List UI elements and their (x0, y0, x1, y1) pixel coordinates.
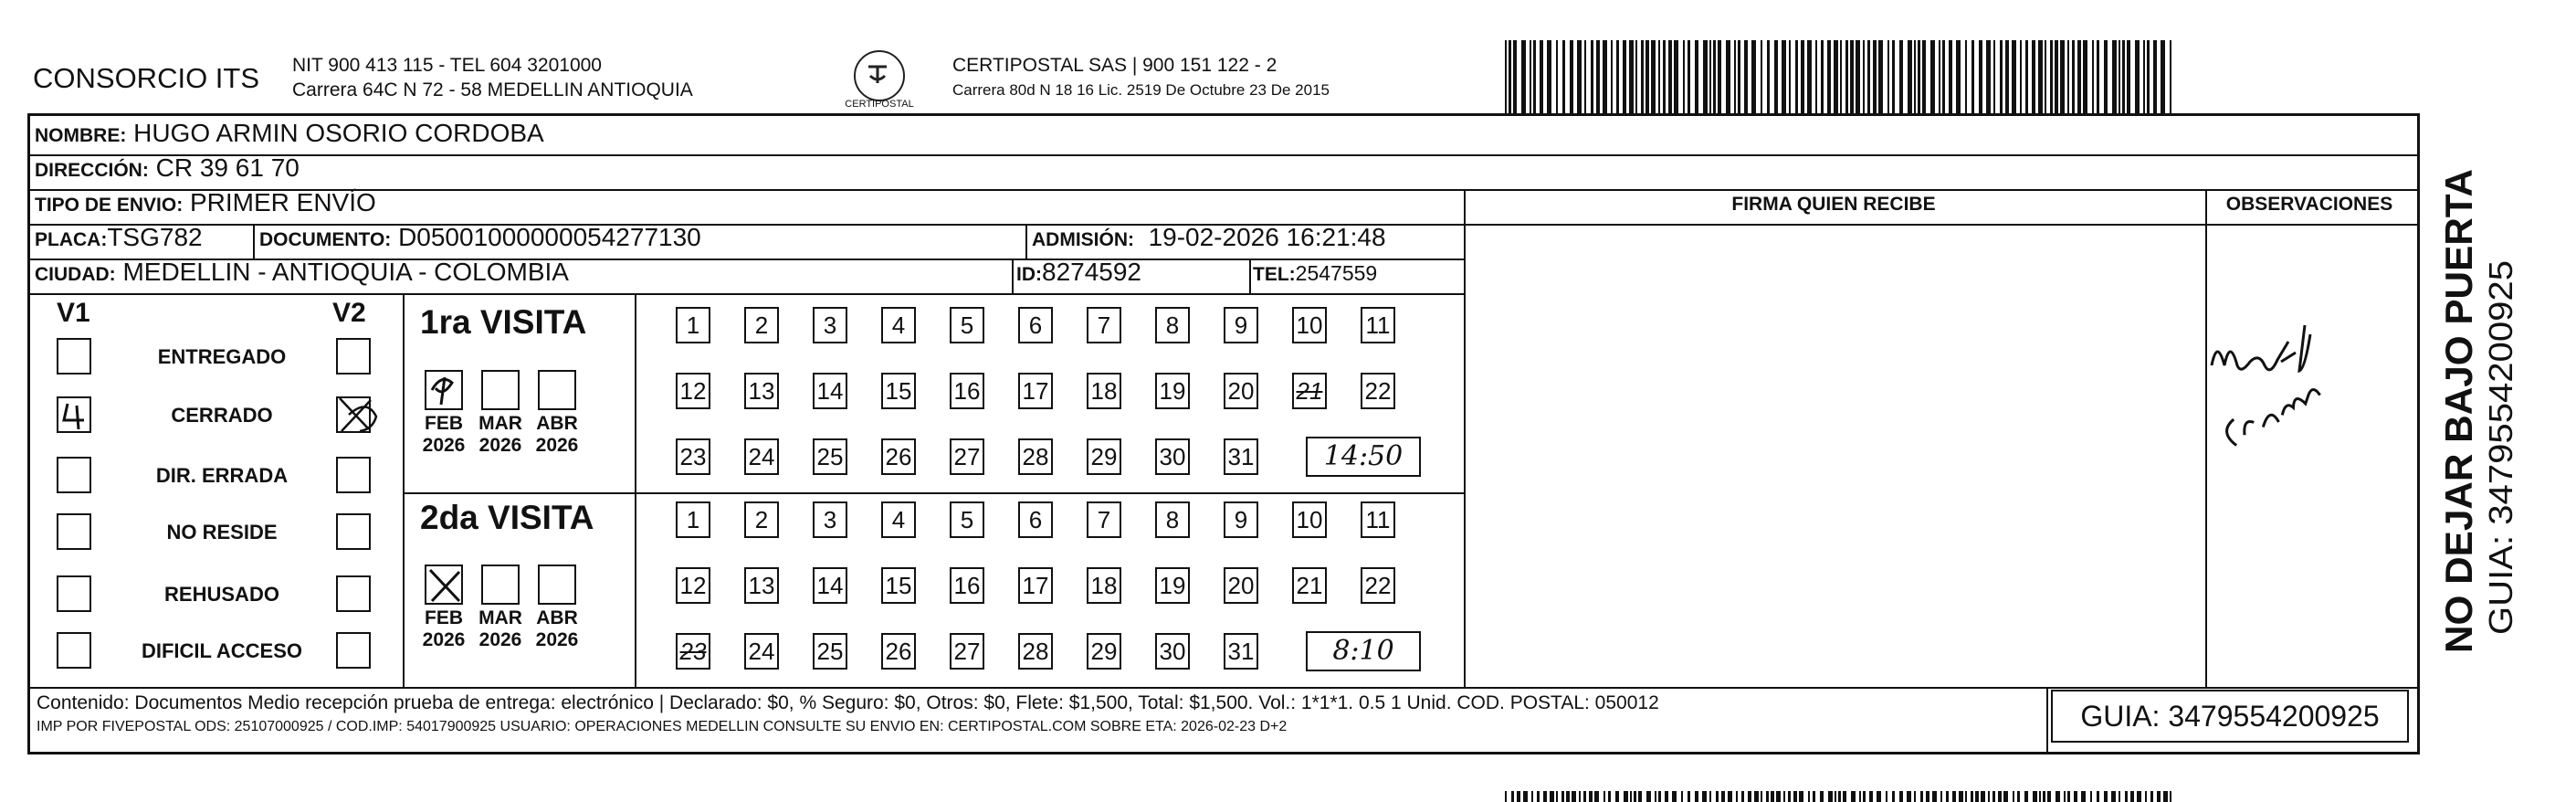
day-box[interactable]: 10 (1292, 501, 1327, 538)
v2-checkbox[interactable] (336, 575, 371, 612)
month-label (416, 413, 471, 457)
day-box[interactable]: 14 (813, 373, 847, 409)
month-label (473, 413, 528, 457)
id-field (1016, 258, 1141, 287)
status-label: DIFICIL ACCESO (141, 639, 302, 662)
day-box[interactable]: 13 (744, 373, 779, 409)
placa-label: PLACA: (35, 229, 108, 250)
day-box[interactable]: 18 (1087, 567, 1121, 604)
tel-value: 2547559 (1295, 261, 1378, 285)
barcode-bottom (1505, 791, 2181, 802)
day-box[interactable]: 8 (1155, 501, 1190, 538)
direccion-field (35, 153, 300, 183)
license-line: Carrera 80d N 18 16 Lic. 2519 De Octubre 23 De 2015 (952, 81, 1330, 99)
day-box[interactable]: 2 (744, 501, 779, 538)
day-box[interactable]: 11 (1361, 307, 1395, 343)
day-box[interactable]: 22 (1361, 373, 1395, 409)
day-box[interactable]: 12 (676, 567, 710, 604)
day-box[interactable]: 4 (881, 501, 916, 538)
id-label: ID: (1016, 264, 1042, 285)
visit2-title: 2da VISITA (420, 499, 594, 536)
admision-field (1032, 223, 1386, 252)
admision-value: 19-02-2026 16:21:48 (1148, 223, 1386, 251)
company-info (292, 53, 693, 102)
side-guia-text: GUIA: 3479554200925 (2482, 298, 2519, 635)
placa-field (35, 223, 203, 252)
day-box[interactable]: 7 (1087, 307, 1121, 343)
admision-label: ADMISIÓN: (1032, 229, 1134, 250)
direccion-label: DIRECCIÓN: (35, 160, 149, 181)
status-label: CERRADO (171, 404, 273, 427)
day-box[interactable]: 27 (950, 633, 984, 670)
day-box[interactable]: 29 (1087, 633, 1121, 670)
month-year: 2026 (535, 629, 579, 650)
day-box[interactable]: 31 (1224, 633, 1258, 670)
company-name: CONSORCIO ITS (33, 62, 260, 94)
v1-checkbox[interactable] (57, 338, 91, 375)
visit1-title: 1ra VISITA (420, 303, 587, 341)
day-box[interactable]: 1 (676, 501, 710, 538)
day-box[interactable]: 20 (1224, 567, 1258, 604)
month-label (416, 607, 471, 651)
day-box[interactable]: 21 (1292, 373, 1327, 409)
v2-checkbox[interactable] (336, 457, 371, 493)
month-name: MAR (478, 413, 522, 434)
nombre-label: NOMBRE: (35, 125, 127, 146)
nombre-field (35, 119, 544, 148)
month-name: MAR (478, 607, 522, 628)
day-box[interactable]: 30 (1155, 633, 1190, 670)
ciudad-field (35, 258, 569, 287)
day-box[interactable]: 8 (1155, 307, 1190, 343)
month-year: 2026 (422, 435, 466, 456)
certipostal-logo-icon (854, 50, 905, 101)
month-year: 2026 (478, 629, 522, 650)
v1-checkbox[interactable] (57, 396, 91, 433)
contenido-line: Contenido: Documentos Medio recepción prueba de entrega: electrónico | Declarado: $0, % Seguro: $0, Otros: $0, Flete: $1,500, Total: $1,500. Vol.: 1*1*1. 0.5 1 Unid. COD. POSTAL: 050012 (37, 692, 1659, 713)
v2-checkbox[interactable] (336, 632, 371, 669)
visit-time: 14:50 (1306, 437, 1421, 477)
status-label: REHUSADO (164, 583, 279, 606)
direccion-value: CR 39 61 70 (155, 153, 300, 182)
documento-field (259, 223, 701, 252)
v1-header: V1 (57, 298, 90, 328)
day-box[interactable]: 22 (1361, 567, 1395, 604)
day-box[interactable]: 6 (1018, 307, 1053, 343)
day-box[interactable]: 21 (1292, 567, 1327, 604)
month-name: ABR (536, 607, 578, 628)
certipostal-line: CERTIPOSTAL SAS | 900 151 122 - 2 (952, 55, 1277, 76)
day-box[interactable]: 14 (813, 567, 847, 604)
day-box[interactable]: 3 (813, 307, 847, 343)
month-checkbox-mar[interactable] (481, 370, 520, 410)
month-checkbox-feb[interactable] (425, 370, 463, 410)
day-box[interactable]: 18 (1087, 373, 1121, 409)
month-year: 2026 (478, 435, 522, 456)
day-box[interactable]: 2 (744, 307, 779, 343)
day-box[interactable]: 30 (1155, 438, 1190, 475)
month-label (473, 607, 528, 651)
day-box[interactable]: 28 (1018, 633, 1053, 670)
day-box[interactable]: 7 (1087, 501, 1121, 538)
placa-value: TSG782 (107, 223, 203, 251)
impresion-line: IMP POR FIVEPOSTAL ODS: 25107000925 / COD.IMP: 54017900925 USUARIO: OPERACIONES MEDELLIN CONSULTE SU ENVIO EN: CERTIPOSTAL.COM SOBRE ETA: 2026-02-23 D+2 (37, 719, 1288, 734)
day-box[interactable]: 23 (676, 633, 710, 670)
day-box[interactable]: 27 (950, 438, 984, 475)
tipo-label: TIPO DE ENVIO: (35, 195, 184, 216)
nit-line: NIT 900 413 115 - TEL 604 3201000 (292, 55, 602, 76)
ciudad-value: MEDELLIN - ANTIOQUIA - COLOMBIA (122, 258, 569, 286)
address-line: Carrera 64C N 72 - 58 MEDELLIN ANTIOQUIA (292, 79, 693, 100)
v2-checkbox[interactable] (336, 338, 371, 375)
day-box[interactable]: 16 (950, 373, 984, 409)
day-box[interactable]: 13 (744, 567, 779, 604)
day-box[interactable]: 3 (813, 501, 847, 538)
tel-label: TEL: (1253, 264, 1296, 285)
month-checkbox-abr[interactable] (538, 565, 576, 605)
documento-label: DOCUMENTO: (259, 229, 392, 250)
month-year: 2026 (422, 629, 466, 650)
visit-time: 8:10 (1306, 631, 1421, 671)
status-label: ENTREGADO (157, 345, 287, 368)
month-checkbox-feb[interactable] (425, 565, 463, 605)
day-box[interactable]: 19 (1155, 373, 1190, 409)
v1-checkbox[interactable] (57, 457, 91, 493)
day-box[interactable]: 10 (1292, 307, 1327, 343)
day-box[interactable]: 23 (676, 438, 710, 475)
v2-checkbox[interactable] (336, 396, 371, 433)
day-box[interactable]: 26 (881, 438, 916, 475)
tipo-envio-field (35, 188, 376, 217)
month-name: FEB (425, 413, 463, 434)
day-box[interactable]: 24 (744, 633, 779, 670)
day-box[interactable]: 24 (744, 438, 779, 475)
v1-checkbox[interactable] (57, 632, 91, 669)
day-box[interactable]: 17 (1018, 567, 1053, 604)
month-year: 2026 (535, 435, 579, 456)
day-box[interactable]: 29 (1087, 438, 1121, 475)
v1-checkbox[interactable] (57, 513, 91, 550)
day-box[interactable]: 15 (881, 567, 916, 604)
logo-caption: CERTIPOSTAL (845, 99, 914, 110)
month-checkbox-mar[interactable] (481, 565, 520, 605)
day-box[interactable]: 5 (950, 307, 984, 343)
day-box[interactable]: 15 (881, 373, 916, 409)
v1-checkbox[interactable] (57, 575, 91, 612)
day-box[interactable]: 9 (1224, 501, 1258, 538)
month-label (530, 607, 584, 651)
month-label (530, 413, 584, 457)
documento-value: D05001000000054277130 (398, 223, 701, 251)
observaciones-handwritten (2201, 301, 2374, 474)
certipostal-info (952, 53, 1330, 102)
day-box[interactable]: 25 (813, 633, 847, 670)
day-box[interactable]: 6 (1018, 501, 1053, 538)
id-value: 8274592 (1042, 258, 1142, 286)
day-box[interactable]: 11 (1361, 501, 1395, 538)
day-box[interactable]: 4 (881, 307, 916, 343)
firma-header: FIRMA QUIEN RECIBE (1731, 194, 1936, 215)
v2-header: V2 (332, 298, 366, 328)
day-box[interactable]: 17 (1018, 373, 1053, 409)
nombre-value: HUGO ARMIN OSORIO CORDOBA (133, 119, 544, 147)
status-label: NO RESIDE (166, 521, 278, 543)
day-box[interactable]: 16 (950, 567, 984, 604)
day-box[interactable]: 9 (1224, 307, 1258, 343)
status-label: DIR. ERRADA (155, 464, 289, 487)
no-dejar-text: NO DEJAR BAJO PUERTA (2437, 172, 2480, 653)
month-checkbox-abr[interactable] (538, 370, 576, 410)
day-box[interactable]: 1 (676, 307, 710, 343)
day-box[interactable]: 31 (1224, 438, 1258, 475)
tel-field (1253, 261, 1377, 286)
day-box[interactable]: 26 (881, 633, 916, 670)
day-box[interactable]: 12 (676, 373, 710, 409)
v2-checkbox[interactable] (336, 513, 371, 550)
observaciones-header: OBSERVACIONES (2225, 194, 2393, 215)
barcode (1505, 40, 2181, 113)
day-box[interactable]: 25 (813, 438, 847, 475)
tipo-value: PRIMER ENVÍO (189, 188, 376, 216)
day-box[interactable]: 19 (1155, 567, 1190, 604)
ciudad-label: CIUDAD: (35, 264, 116, 285)
guia-number: GUIA: 3479554200925 (2051, 690, 2409, 743)
month-name: ABR (536, 413, 578, 434)
month-name: FEB (425, 607, 463, 628)
day-box[interactable]: 5 (950, 501, 984, 538)
day-box[interactable]: 28 (1018, 438, 1053, 475)
day-box[interactable]: 20 (1224, 373, 1258, 409)
side-notice (2424, 160, 2534, 671)
